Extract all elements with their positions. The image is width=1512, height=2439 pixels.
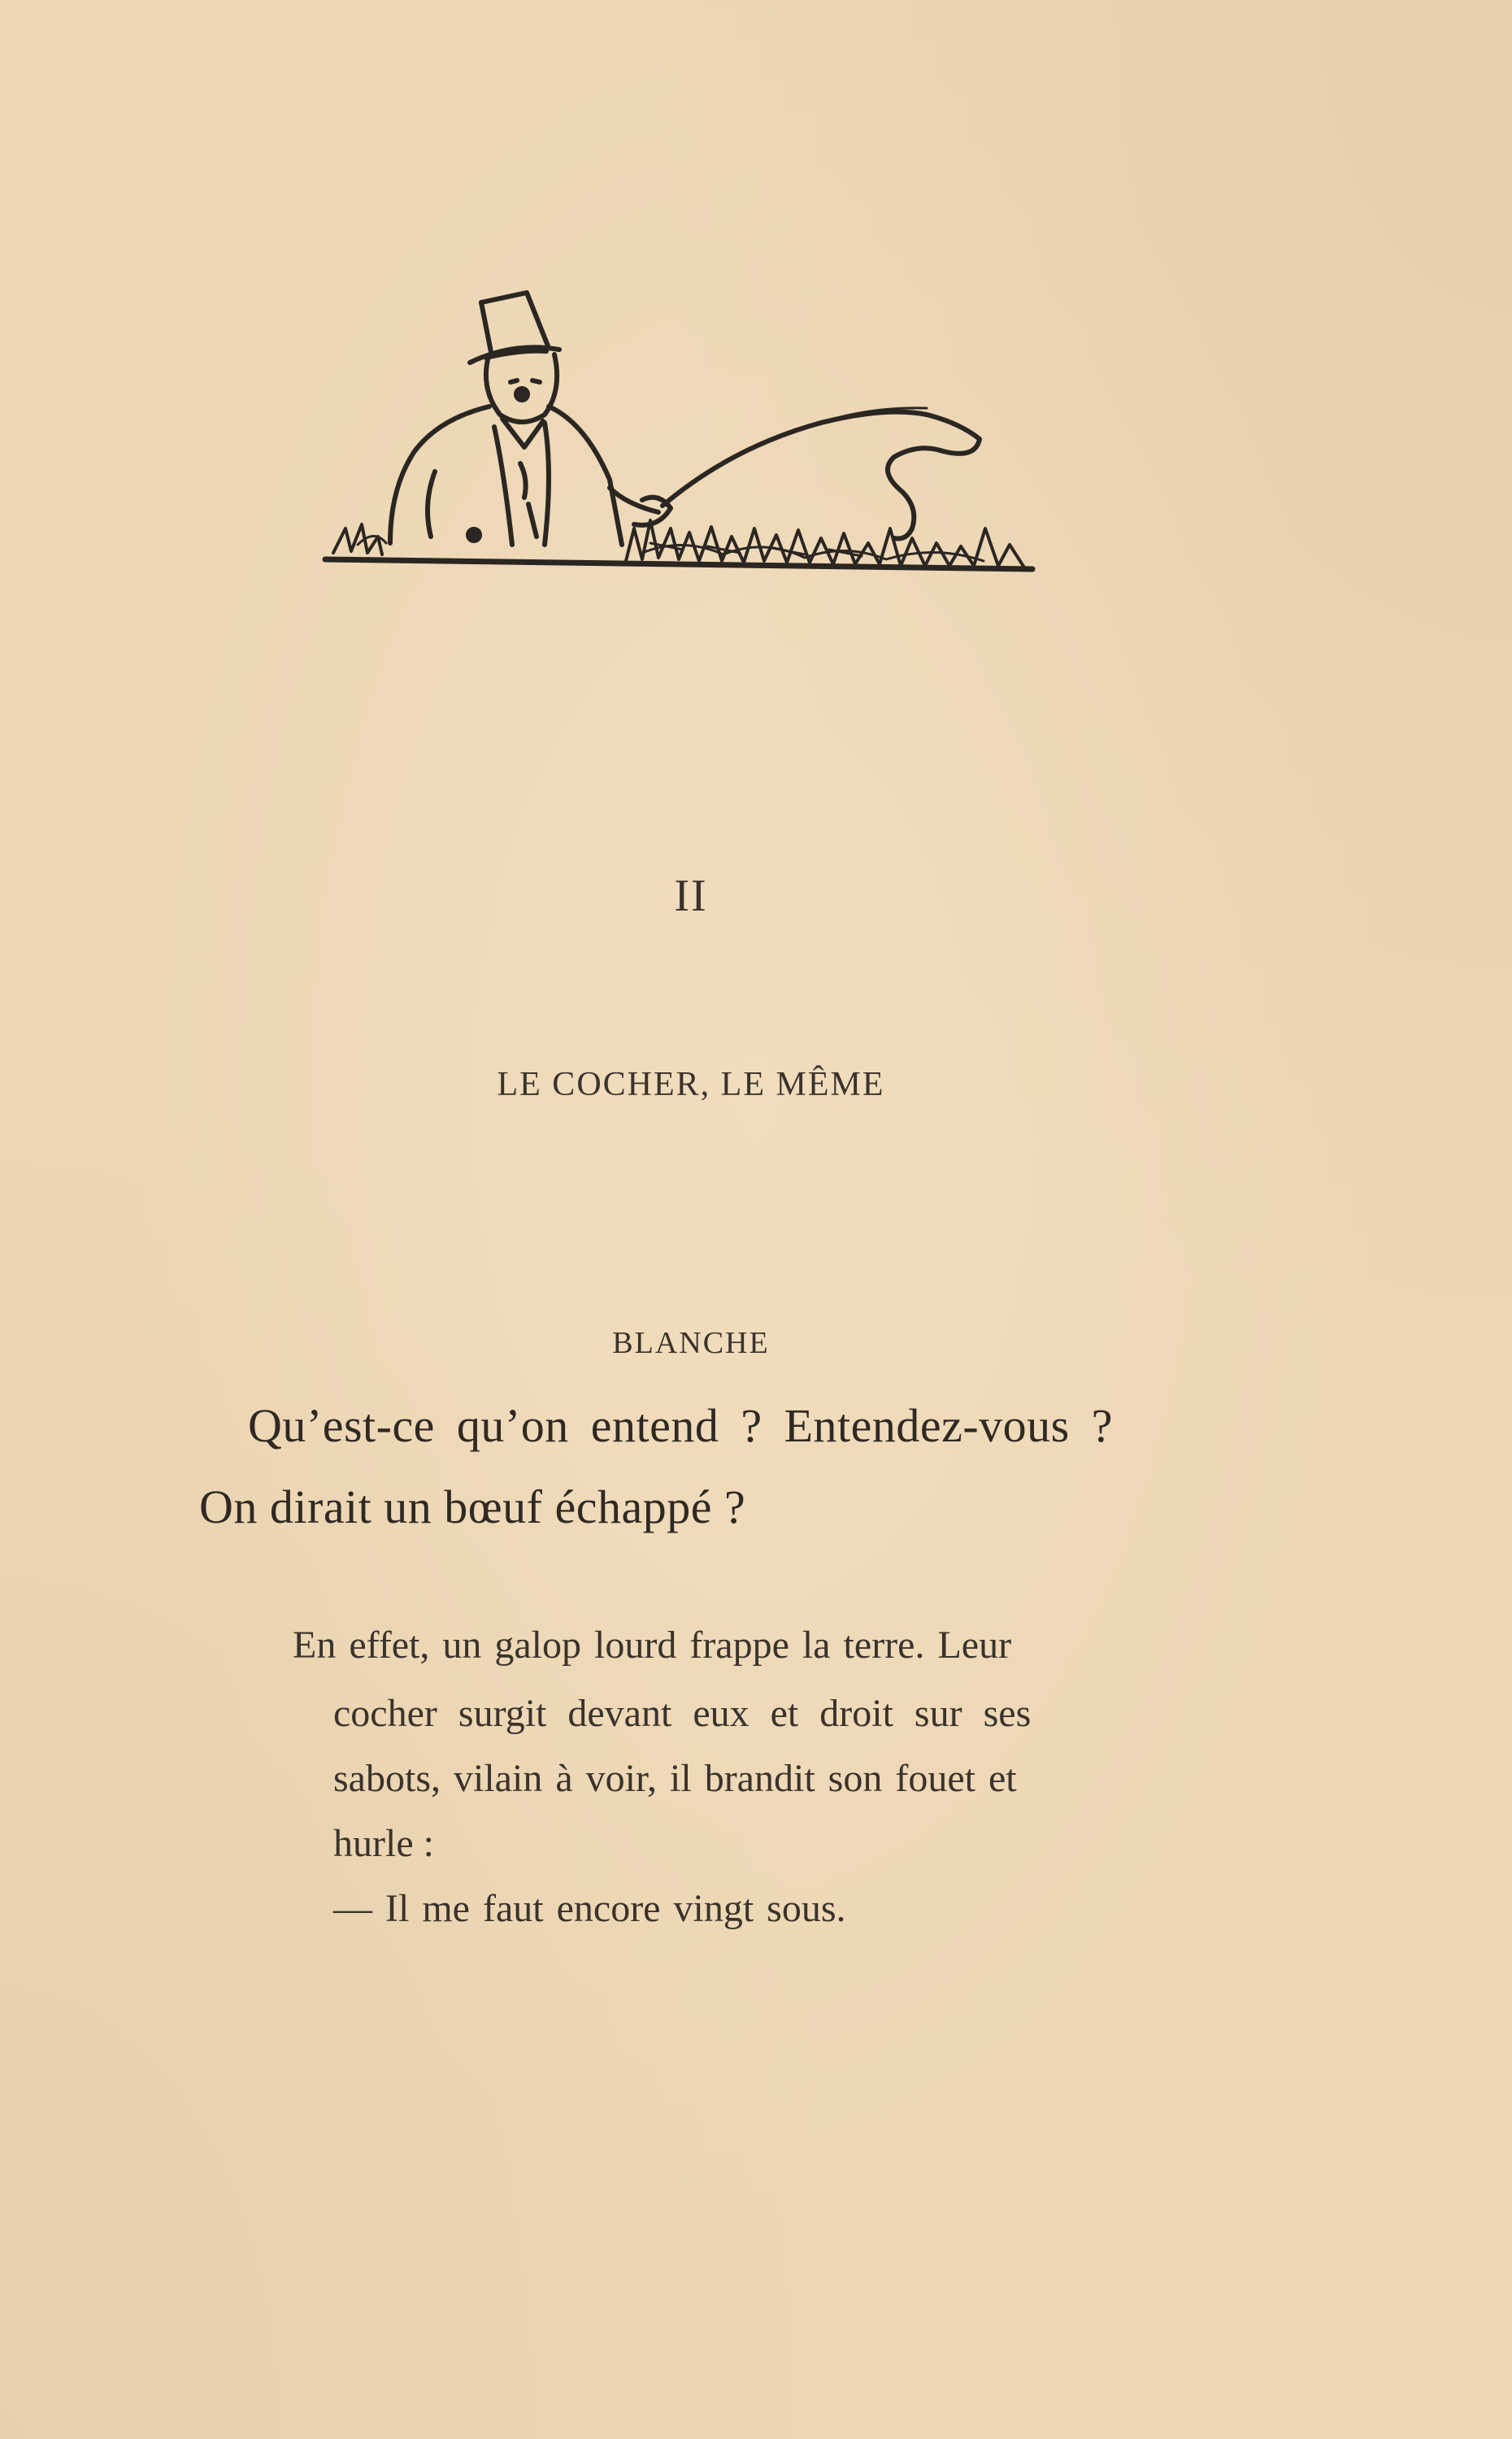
stage-direction-line: hurle :	[333, 1822, 434, 1865]
dialogue-line: On dirait un bœuf échappé ?	[199, 1480, 746, 1533]
coachman-illustration	[301, 285, 1045, 593]
chapter-number: II	[674, 871, 708, 921]
speaker-name: BLANCHE	[612, 1326, 770, 1360]
dialogue-line: Qu’est-ce qu’on entend ? Entendez-vous ?	[248, 1399, 1113, 1452]
stage-direction-line: — Il me faut encore vingt sous.	[333, 1887, 846, 1930]
stage-direction-line: En effet, un galop lourd frappe la terre. Leur	[293, 1624, 1012, 1667]
stage-direction-line: sabots, vilain à voir, il brandit son fouet et	[333, 1757, 1017, 1800]
scene-title: LE COCHER, LE MÊME	[497, 1066, 885, 1103]
stage-direction-line: cocher surgit devant eux et droit sur ses	[333, 1692, 1032, 1735]
